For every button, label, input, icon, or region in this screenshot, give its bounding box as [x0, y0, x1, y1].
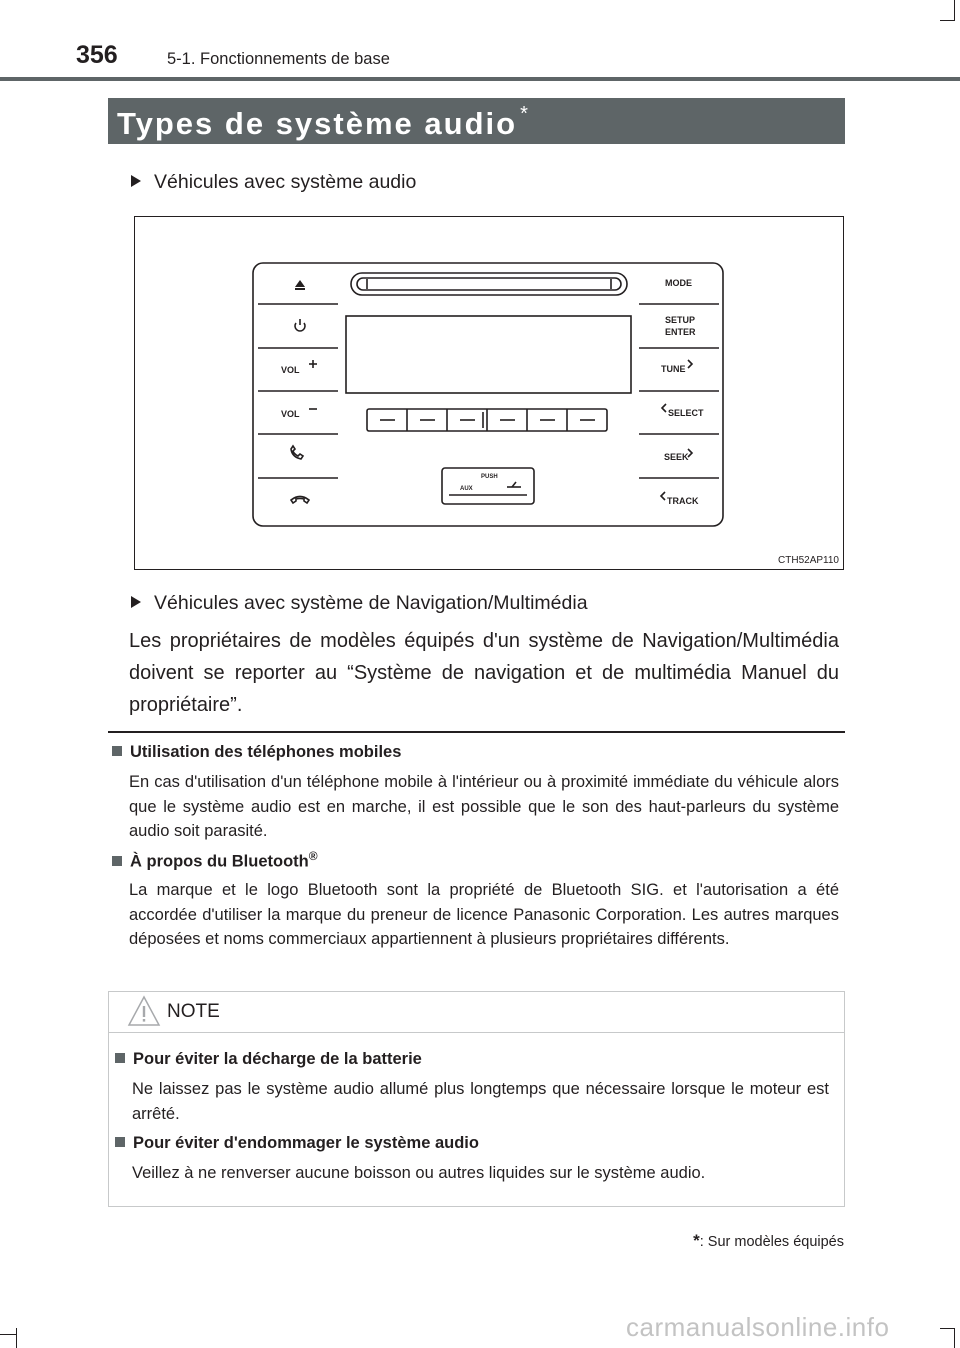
triangle-bullet-icon: [131, 596, 141, 608]
bluetooth-heading: [112, 849, 318, 872]
square-bullet-icon: [112, 746, 122, 756]
note-box: [108, 991, 845, 1207]
header-rule: [0, 77, 960, 81]
title-bar: [108, 98, 845, 144]
battery-note-heading-text: Pour éviter la décharge de la batterie: [133, 1050, 422, 1068]
aux-label: AUX: [460, 486, 473, 492]
section-reference: 5-1. Fonctionnements de base: [167, 50, 390, 68]
damage-note-body: Veillez à ne renverser aucune boisson ou autres liquides sur le système audio.: [132, 1164, 706, 1182]
vehicle-nav-label: Véhicules avec système de Navigation/Multimédia: [154, 592, 588, 614]
vol-plus-label: VOL: [281, 365, 300, 375]
mobile-phones-heading: [112, 743, 401, 762]
damage-note-heading: [115, 1134, 479, 1153]
square-bullet-icon: [115, 1137, 125, 1147]
damage-note-heading-text: Pour éviter d'endommager le système audio: [133, 1134, 479, 1152]
triangle-bullet-icon: [131, 175, 141, 187]
tune-label: TUNE: [661, 364, 686, 374]
vehicle-audio-heading: [131, 171, 416, 194]
battery-note-body: Ne laissez pas le système audio allumé plus longtemps que nécessaire lorsque le moteur est arrêté.: [132, 1080, 829, 1123]
title-asterisk: *: [520, 103, 530, 125]
select-label: SELECT: [668, 408, 704, 418]
figure-code: CTH52AP110: [778, 555, 839, 566]
seek-label: SEEK: [664, 452, 689, 462]
vehicle-nav-heading: [131, 592, 588, 615]
audio-unit-illustration: [135, 217, 845, 571]
note-header: [109, 992, 844, 1033]
page-number: 356: [76, 41, 118, 69]
crop-mark: [940, 1328, 955, 1329]
display-screen: [346, 316, 631, 393]
crop-mark: [0, 1334, 16, 1335]
eject-icon: [295, 280, 305, 290]
enter-label: ENTER: [665, 327, 696, 337]
mobile-phones-body: En cas d'utilisation d'un téléphone mobile à l'intérieur ou à proximité immédiate du véhicule alors que le système audio est en marche, il est possible que le son des haut-parleurs du système audio soit parasité.: [129, 773, 839, 840]
battery-note-heading: [115, 1050, 422, 1069]
bluetooth-heading-text: À propos du Bluetooth: [130, 852, 309, 871]
crop-mark: [940, 20, 955, 21]
mode-label: MODE: [665, 278, 692, 288]
crop-mark: [16, 1328, 17, 1348]
mobile-phones-heading-text: Utilisation des téléphones mobiles: [130, 743, 402, 761]
bluetooth-body: La marque et le logo Bluetooth sont la propriété de Bluetooth SIG. et l'autorisation a été accordée d'utiliser la marque du preneur de licence Panasonic Corporation. Les autres marques déposées et noms commerciaux appartiennent à plusieurs propriétaires différents.: [129, 881, 839, 948]
crop-mark: [954, 0, 955, 20]
registered-mark: ®: [308, 849, 318, 863]
section-divider: [108, 731, 845, 733]
note-label: NOTE: [167, 1001, 220, 1022]
square-bullet-icon: [115, 1053, 125, 1063]
audio-unit-figure: [134, 216, 844, 570]
page-title: [117, 103, 530, 142]
page-title-text: Types de système audio: [117, 106, 518, 141]
cd-slot: [351, 273, 627, 295]
setup-label: SETUP: [665, 315, 696, 325]
track-label: TRACK: [667, 496, 699, 506]
nav-owners-paragraph: Les propriétaires de modèles équipés d'un système de Navigation/Multimédia doivent se reporter au “Système de navigation et de multimédia Manuel du propriétaire”.: [129, 630, 839, 716]
vehicle-audio-label: Véhicules avec système audio: [154, 171, 417, 193]
footnote-asterisk: *: [693, 1231, 700, 1250]
footnote: [693, 1231, 844, 1251]
warning-icon: [127, 994, 161, 1028]
crop-mark: [954, 1328, 955, 1348]
footnote-text: : Sur modèles équipés: [699, 1234, 844, 1250]
watermark: carmanualsonline.info: [626, 1312, 890, 1342]
unit-faceplate: [253, 263, 723, 526]
push-label: PUSH: [481, 474, 498, 480]
square-bullet-icon: [112, 856, 122, 866]
vol-minus-label: VOL: [281, 409, 300, 419]
